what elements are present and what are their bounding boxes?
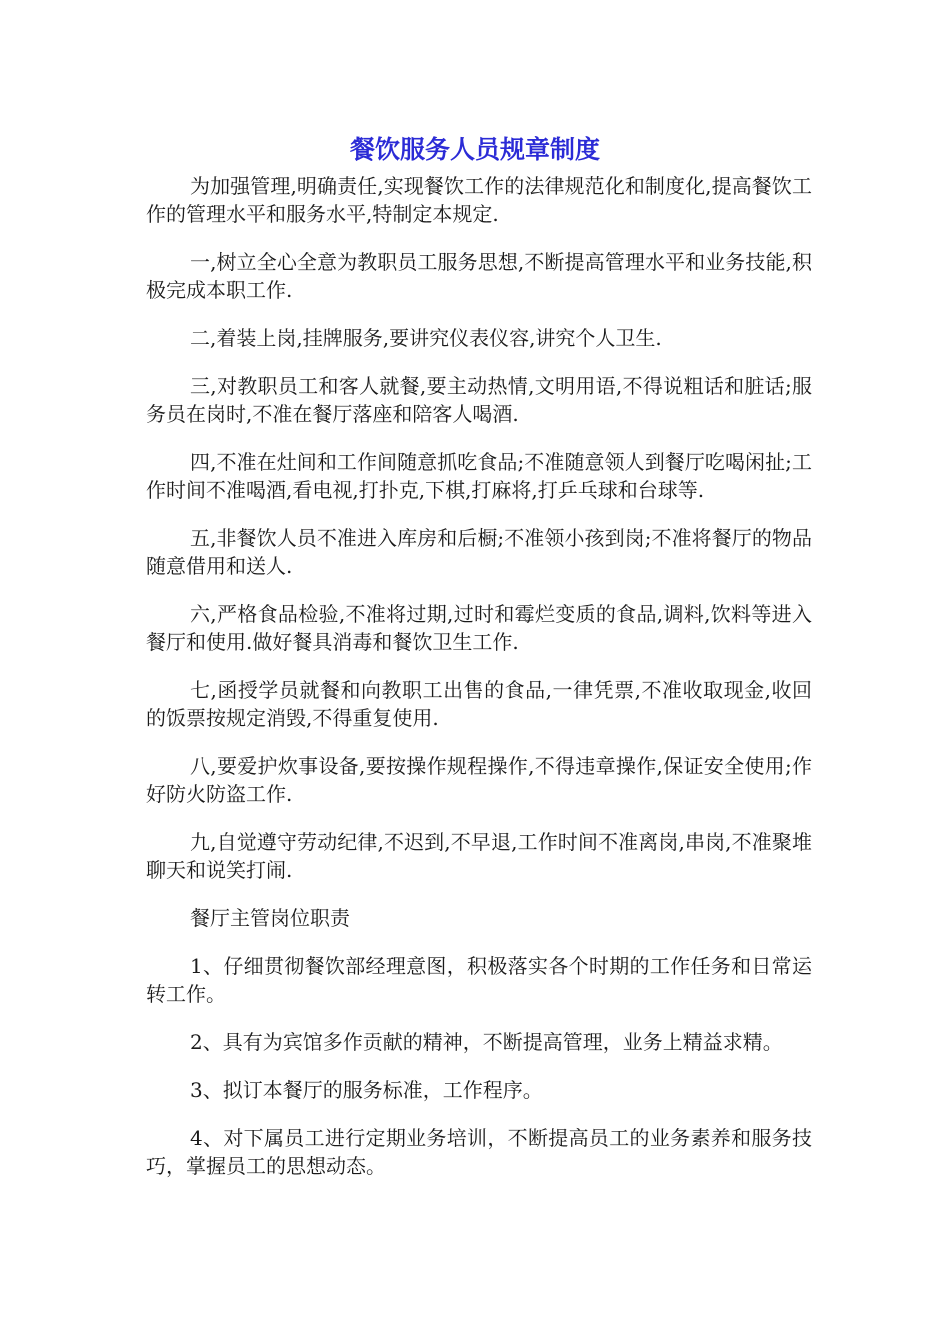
- rule-5-paragraph: 五,非餐饮人员不准进入库房和后橱;不准领小孩到岗;不准将餐厅的物品随意借用和送人.: [146, 526, 812, 578]
- rule-1-paragraph: 一,树立全心全意为教职员工服务思想,不断提高管理水平和业务技能,积极完成本职工作.: [146, 250, 812, 302]
- duty-2-paragraph: 2、具有为宾馆多作贡献的精神，不断提高管理，业务上精益求精。: [190, 1030, 783, 1054]
- document-body: [146, 172, 812, 1200]
- duty-3-paragraph: 3、拟订本餐厅的服务标准，工作程序。: [190, 1078, 543, 1102]
- duty-4-paragraph: 4、对下属员工进行定期业务培训，不断提高员工的业务素养和服务技巧，掌握员工的思想动态。: [146, 1126, 812, 1178]
- document-title: 餐饮服务人员规章制度: [349, 135, 600, 164]
- rule-4-paragraph: 四,不准在灶间和工作间随意抓吃食品;不准随意领人到餐厅吃喝闲扯;工作时间不准喝酒,看电视,打扑克,下棋,打麻将,打乒乓球和台球等.: [146, 450, 812, 502]
- section-heading: 餐厅主管岗位职责: [190, 906, 350, 930]
- intro-paragraph: 为加强管理,明确责任,实现餐饮工作的法律规范化和制度化,提高餐饮工作的管理水平和服务水平,特制定本规定.: [146, 174, 812, 226]
- rule-6-paragraph: 六,严格食品检验,不准将过期,过时和霉烂变质的食品,调料,饮料等进入餐厅和使用.做好餐具消毒和餐饮卫生工作.: [146, 602, 812, 654]
- duty-1-paragraph: 1、仔细贯彻餐饮部经理意图，积极落实各个时期的工作任务和日常运转工作。: [146, 954, 812, 1006]
- rule-8-paragraph: 八,要爱护炊事设备,要按操作规程操作,不得违章操作,保证安全使用;作好防火防盗工作.: [146, 754, 812, 806]
- rule-9-paragraph: 九,自觉遵守劳动纪律,不迟到,不早退,工作时间不准离岗,串岗,不准聚堆聊天和说笑打闹.: [146, 830, 812, 882]
- rule-3-paragraph: 三,对教职员工和客人就餐,要主动热情,文明用语,不得说粗话和脏话;服务员在岗时,不准在餐厅落座和陪客人喝酒.: [146, 374, 812, 426]
- rule-7-paragraph: 七,函授学员就餐和向教职工出售的食品,一律凭票,不准收取现金,收回的饭票按规定消毁,不得重复使用.: [146, 678, 812, 730]
- rule-2-paragraph: 二,着装上岗,挂牌服务,要讲究仪表仪容,讲究个人卫生.: [190, 326, 662, 350]
